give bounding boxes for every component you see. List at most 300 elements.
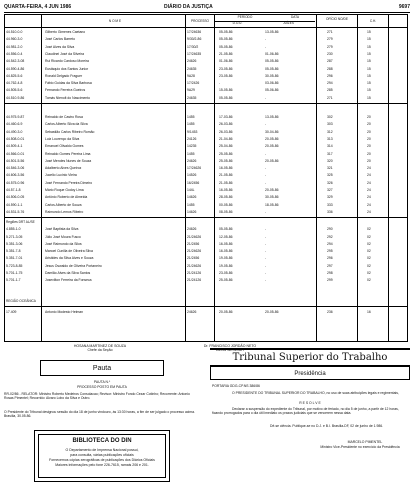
cell-n: 320 [327,158,333,163]
pauta-title: Pauta [92,365,112,372]
cell-code: 44.960-3-0 [6,37,23,42]
cell-proc: 21/2456 [187,241,200,246]
cell-code: 44.542-3-08 [6,59,25,64]
table-row [5,136,407,143]
cell-n: 329 [327,195,333,200]
header-page-number: 9697 [398,4,410,10]
cell-ch: 15 [367,73,371,78]
col-data: DATA [290,15,300,19]
col-process: PROCESSO [190,19,210,23]
cell-name: Raimundo Lemos Ribeiro [45,209,84,214]
biblioteca-line: Maiores informações pelo fone 226-7615, ramais 206 e 201. [55,463,149,467]
cell-proc: 21/24626 [187,263,202,268]
cell-code: 5.701-1-75 [6,271,23,275]
cell-n: 294 [327,81,333,86]
cell-n: 295 [327,249,333,254]
cell-ch: 24 [367,188,371,192]
cell-name: Luiz Lourenço da Silva [45,136,80,141]
table-row [5,95,407,102]
table-row [5,202,407,209]
cell-proc: 24635 [187,95,197,100]
cell-name: José Raimundo da Silva [45,241,82,246]
cell-name: Adalberto Alves Queiroz [45,166,82,171]
pauta-subtitle: PAUTA N.º [93,380,111,384]
cell-d1: 17-03-86 [219,115,233,119]
cell-d1: 26-03-86 [219,129,233,134]
cell-n: 271 [327,30,333,34]
cell-name: José Fernando Pereira Dimeiro [45,180,93,185]
cell-ch: 02 [367,234,371,239]
cell-d1: 16-05-86 [219,166,233,171]
cell-name: Rui Ricardo Cardoso Moreira [45,59,89,64]
table-row [5,114,407,121]
cell-code: 44.590-4-86 [6,66,25,71]
cell-d1: 05-05-86 [219,44,233,49]
cell-proc: 16/2456 [187,180,200,185]
cell-d1: 19-05-86 [219,256,233,261]
cell-code: 44.575-0-96 [6,180,25,185]
table-row [5,87,407,94]
cell-n: 297 [327,263,333,268]
cell-d2: - [265,234,267,239]
cell-code: 5.723-8-85 [6,263,23,268]
cell-n: 314 [327,144,333,149]
cell-name: Damião Alves da Silva Santos [45,271,91,275]
cell-d2: 20-05-86 [265,309,279,314]
cell-d1: 20-05-86 [219,309,233,314]
section-label: REGIÃO OCEÂNICA [6,298,36,303]
cell-code: 44.57-1-8 [6,188,21,192]
cell-code: 44.506-0-05 [6,195,25,200]
signature-left-role: Chefe da Seção [87,348,113,352]
cell-name: Josevilton Ferreira da Fonseca [45,278,92,283]
table-row [5,187,407,194]
cell-n: 290 [327,227,333,232]
table-row [5,309,407,316]
cell-d1: 21-04-86 [219,136,233,141]
cell-d1: 05-05-86 [219,37,233,42]
cell-ch: 24 [367,202,371,207]
cell-name: Claudinei José da Silveira [45,51,85,56]
presidencia-box [210,366,410,380]
cell-d2: - [265,44,267,49]
cell-code: 5.351-3-06 [6,241,23,246]
table-row [5,143,407,150]
cell-proc: 144L [187,188,195,192]
cell-proc: 17/24626 [187,166,202,171]
tst-text: Declarar a suspensão do expediente do Tribunal, por motivo de feriado, no dia 5 de junho, a partir de 12 horas, ficando prorrogados para o dia útil imediato os prazos judiciais que se vencerem nessa data. [212,407,399,416]
cell-code: 44.460-6-9 [6,122,23,127]
tst-signer-role: Ministro Vice-Presidente no exercício da Presidência [320,445,400,449]
cell-ch: 24 [367,195,371,200]
cell-n: 313 [327,136,333,141]
cell-ch: 15 [367,95,371,100]
cell-n: 236 [327,309,333,314]
cell-n: 299 [327,278,333,283]
cell-d1: 00-05-86 [219,202,233,207]
cell-name: Tomás Nienolt do Nascimento [45,95,91,100]
tst-body: O PRESIDENTE DO TRIBUNAL SUPERIOR DO TRABALHO, no uso de suas atribuições legais e regimentais, [232,391,399,395]
cell-ch: 24 [367,166,371,171]
cell-n: 230 [327,51,333,56]
cell-name: Ronald Delgado Fraguer [45,73,83,78]
cell-ch: 24 [367,180,371,185]
cell-n: 333 [327,202,333,207]
cell-code: 5.351-7-8 [6,249,21,254]
cell-name: Júlio José Moura Fusco [45,234,81,239]
tst-act: PORTARIA GDG-CP.NS 386/86 [212,384,260,388]
cell-proc: 24635 [187,66,197,71]
cell-ch: 20 [367,151,371,156]
signature-right-role: Diretor da SEJUR [216,348,244,352]
cell-d2: - [265,122,267,127]
cell-ch: 20 [367,158,371,163]
table-row [5,36,407,43]
cell-proc: 9/30/2-86 [187,37,202,42]
cell-ch: 20 [367,129,371,134]
biblioteca-box [34,430,170,482]
cell-proc: 9/1453 [187,129,198,134]
page-header [4,3,410,13]
cell-n: 327 [327,188,333,192]
cell-d1: 23-05-86 [219,66,233,71]
cell-name: Gilberto Gimenes Caetano [45,30,86,34]
cell-d2: - [265,227,267,232]
cell-code: 17.409 [6,309,17,314]
col-name: N O M E [108,19,122,23]
cell-d2: - [265,249,267,254]
cell-d2: 20-05-86 [265,136,279,141]
cell-n: 287 [327,59,333,64]
table-row [5,209,407,216]
cell-d1: 23-05-86 [219,271,233,275]
cell-d2: 03-06-86 [265,81,279,86]
cell-name: Sebastião Carlos Ribeiro Romão [45,129,95,134]
cell-d2: 05-05-86 [265,59,279,64]
cell-code: 44.510-0-0 [6,30,23,34]
cell-ch: 02 [367,263,371,268]
cell-d2: - [265,263,267,268]
cell-d2: 13-05-86 [265,30,279,34]
cell-name: Antonio Modesto Helman [45,309,84,314]
cell-proc: 14526 [187,173,197,178]
cell-code: 44.556-0-4 [6,51,23,56]
cell-n: 296 [327,73,333,78]
table-row [5,234,407,241]
signature-left [40,344,160,352]
cell-n: 279 [327,37,333,42]
cell-proc: 21/24126 [187,278,202,283]
cell-n: 296 [327,256,333,261]
cell-code: 44.546-3-06 [6,166,25,171]
table-row [5,270,407,277]
cell-code: 44.981-2-0 [6,44,23,49]
cell-n: 271 [327,95,333,100]
cell-d2: - [265,278,267,283]
cell-proc: 24126 [187,136,197,141]
table-row [5,263,407,270]
cell-name: Reinaldo Gomes Pereira Lima [45,151,91,156]
col-from: D.O.U. [232,21,243,25]
header-journal: DIÁRIO DA JUSTIÇA [164,4,213,10]
table-row [5,80,407,87]
signature-left-name: HOSANA MARTINEZ DE SOUZA [73,344,127,348]
table-row [5,51,407,58]
table-row [5,226,407,233]
cell-d1: 25-04-86 [219,144,233,149]
cell-name: Jesus Oswaldo de Oliveira Portaneiro [45,263,102,268]
cell-proc: 21/2456 [187,256,200,261]
cell-d1: 25-05-86 [219,278,233,283]
table-row [5,172,407,179]
cell-d2: 05-05-86 [265,66,279,71]
cell-proc: 24626 [187,158,197,163]
cell-d1: 05-05-86 [219,95,233,100]
cell-code: 44.508-0-01 [6,136,25,141]
pauta-text: RR-02/86 - RELATOR: Ministro Roberto Medeiros Consolacao; Revisor: Ministro Fondo Cezar Cotinho; Recorrente: Antonio Rosas Pimentel; Recorrido: Alvaro Lobo da Silva e Outro. [4,392,190,401]
cell-d2: - [265,271,267,275]
cell-proc: 17/2426 [187,81,200,86]
cell-proc: 24626 [187,227,197,232]
cell-code: 44.825-5-6 [6,73,23,78]
cell-ch: 15 [367,88,371,93]
cell-proc: 1455 [187,202,195,207]
signature-right-name: Dr. FRANCISCO JORDÃO NETO [203,344,257,348]
biblioteca-line: para consulta, várias publicações oficiais [70,453,134,457]
biblioteca-title: BIBLIOTECA DO DIN [72,438,132,444]
tst-title: Tribunal Superior do Trabalho [210,348,410,366]
cell-d1: 05-05-86 [219,30,233,34]
cell-proc: 21/24126 [187,271,202,275]
table-row [5,180,407,187]
cell-d2: 05-06-86 [265,88,279,93]
cell-d2: 20-05-86 [265,158,279,163]
cell-ch: 15 [367,59,371,64]
cell-d2: - [265,241,267,246]
cell-proc: 21/24626 [187,249,202,254]
cell-d1: 15-05-86 [219,88,233,93]
cell-d1: - [219,81,221,86]
cell-proc: 1455 [187,115,195,119]
cell-d2: 18-05-86 [265,202,279,207]
cell-name: Antônio Roberto de Almeida [45,195,88,200]
cell-d1: 28-05-86 [219,195,233,200]
cell-ch: 02 [367,271,371,275]
table-row [5,241,407,248]
cell-d1: 16-05-86 [219,188,233,192]
header-date: QUARTA-FEIRA, 4 JUN 1986 [4,4,72,10]
cell-n: 288 [327,66,333,71]
cell-ch: 24 [367,173,371,178]
cell-proc: 14626 [187,195,197,200]
table-row [5,158,407,165]
cell-n: 298 [327,271,333,275]
cell-d1: 01-06-86 [219,59,233,64]
cell-d2: - [265,37,267,42]
table-row [5,44,407,51]
cell-d2: 20-05-86 [265,188,279,192]
table-row [5,58,407,65]
cell-code: 44.505-5-6 [6,88,23,93]
cell-d1: 26-03-86 [219,122,233,127]
pauta-section: PROCESSO POSTO EM PAUTA [77,385,127,389]
cell-d1: 16-05-86 [219,241,233,246]
cell-d1: 08-05-86 [219,209,233,214]
cell-name: Jucelio Lucinio Vieira [45,173,77,178]
cell-d2: - [265,256,267,261]
cell-proc: 9A29 [187,88,195,93]
cell-ch: 20 [367,122,371,127]
cell-ch: 02 [367,249,371,254]
cell-n: 312 [327,129,333,134]
cell-n: 321 [327,166,333,171]
cell-ch: 15 [367,81,371,86]
cell-d2: 30-05-86 [265,73,279,78]
cell-ch: 15 [367,44,371,49]
cell-proc: 9A28 [187,73,195,78]
biblioteca-line: Fornecemos cópias xerográficas de publicações dos Diários Oficiais [49,458,155,462]
cell-proc: 14626 [187,209,197,214]
cell-code: 44.762-4-8 [6,81,23,86]
cell-ch: 02 [367,241,371,246]
cell-d1: 12-05-86 [219,234,233,239]
cell-d1: 21-05-86 [219,51,233,56]
cell-code: 4.855-1-0 [6,227,21,232]
cell-d1: 25-05-86 [219,158,233,163]
table-row [5,29,407,36]
table-row [5,66,407,73]
cell-ch: 20 [367,136,371,141]
cell-code: 5.701-1-7 [6,278,21,283]
cell-n: 325 [327,173,333,178]
cell-n: 292 [327,234,333,239]
cell-code: 44.509-4-1 [6,144,23,149]
table-row [5,151,407,158]
table-row [5,165,407,172]
cell-code: 5.271-3-05 [6,234,23,239]
cell-proc: 1455 [187,122,195,127]
biblioteca-line: O Departamento de Imprensa Nacional possui, [65,448,139,452]
cell-ch: 15 [367,30,371,34]
personnel-table [4,14,408,342]
cell-name: Manoel Cunilla de Oliveira Silva [45,249,93,254]
col-to: JUÍZES [283,21,294,25]
cell-ch: 02 [367,227,371,232]
cell-d1: 19-05-86 [219,263,233,268]
cell-name: Emanuel Olivaldo Gomes [45,144,84,149]
cell-n: 279 [327,44,333,49]
cell-name: José Alves da Silva [45,44,75,49]
cell-proc: 24626 [187,59,197,64]
cell-ch: 15 [367,66,371,71]
table-row [5,194,407,201]
cell-ch: 20 [367,144,371,149]
cell-code: 44.501-5-56 [6,158,25,163]
table-row [5,129,407,136]
cell-ch: 02 [367,278,371,283]
cell-d1: 23-05-86 [219,73,233,78]
cell-d2: 30-04-86 [265,129,279,134]
cell-d2: - [265,166,267,171]
cell-code: 44.566-0-01 [6,151,25,156]
cell-ch: 20 [367,115,371,119]
cell-code: 44.606-3-56 [6,173,25,178]
cell-ch: 02 [367,256,371,261]
tst-signer: MARCELO PIMENTEL [347,440,383,444]
cell-name: José Baptista da Silva [45,227,79,232]
cell-code: 44.510-9-86 [6,95,25,100]
cell-n: 326 [327,180,333,185]
cell-name: José Carlos Barreto [45,37,75,42]
cell-proc: 1455 [187,151,195,156]
table-row [5,73,407,80]
presidencia-label: Presidência [294,371,326,377]
cell-d1: 21-05-86 [219,173,233,178]
cell-d2: - [265,180,267,185]
cell-proc: 17/30/2 [187,44,199,49]
col-period: PERÍODO [237,15,253,19]
cell-ch: 16 [367,309,371,314]
cell-d1: 21-05-86 [219,180,233,185]
cell-d2: 13-05-86 [265,115,279,119]
cell-d2: - [265,151,267,156]
cell-n: 294 [327,241,333,246]
cell-d2: 30-05-86 [265,195,279,200]
pauta-note: O Presidente do Tribunal designou sessão do dia 18 de junho vindouro, às 13:30 horas, a fim de ser julgado o processo acima. Brasília, 30.05.86. [4,410,195,419]
cell-d1: 25-05-86 [219,151,233,156]
cell-n: 317 [327,151,333,156]
cell-d1: 16-05-86 [219,249,233,254]
table-row [5,255,407,262]
cell-n: 336 [327,209,333,214]
cell-proc: 17/24636 [187,30,202,34]
cell-n: 302 [327,115,333,119]
table-row [5,121,407,128]
col-office: OFÍCIO NO/DE [326,17,348,21]
cell-d2: - [265,209,267,214]
cell-ch: 15 [367,51,371,56]
cell-code: 44.975-9-87 [6,115,25,119]
cell-name: Eustáquio dos Santos Junior [45,66,89,71]
section-label: Regiões DRT AL/SE [6,220,35,225]
cell-code: 44.590-1-1 [6,202,23,207]
cell-d2: - [265,95,267,100]
cell-name: Fábio Guidas da Silva Barbosa [45,81,92,86]
cell-name: Aristides da Silva Alves e Souza [45,256,94,261]
cell-ch: 15 [367,37,371,42]
cell-name: Mário Roque Godoy Lima [45,188,84,192]
table-header [5,15,407,28]
tst-closing: Dê-se ciência. Publique-se no D.J. e B.I. Brasília-DF, 02 de junho de 1.986. [270,424,384,428]
cell-code: 44.531-5-76 [6,209,25,214]
cell-n: 285 [327,88,333,93]
cell-proc: 24626 [187,309,197,314]
cell-proc: 21/24626 [187,234,202,239]
pauta-box [40,360,164,376]
cell-code: 44.490-3-0 [6,129,23,134]
cell-d2: 20-05-86 [265,144,279,149]
cell-name: Fernando Ferreira Gueiros [45,88,86,93]
table-row [5,277,407,284]
cell-name: Reinaldo de Castro Rosa [45,115,83,119]
table-row [5,248,407,255]
cell-proc: 17/24635 [187,51,202,56]
cell-name: José Mendes Nunes de Souza [45,158,92,163]
cell-proc: 14235 [187,144,197,149]
cell-ch: 24 [367,209,371,214]
cell-name: Carlos Alberto Silva da Silva [45,122,88,127]
cell-name: Carlos Alberto de Souza [45,202,82,207]
